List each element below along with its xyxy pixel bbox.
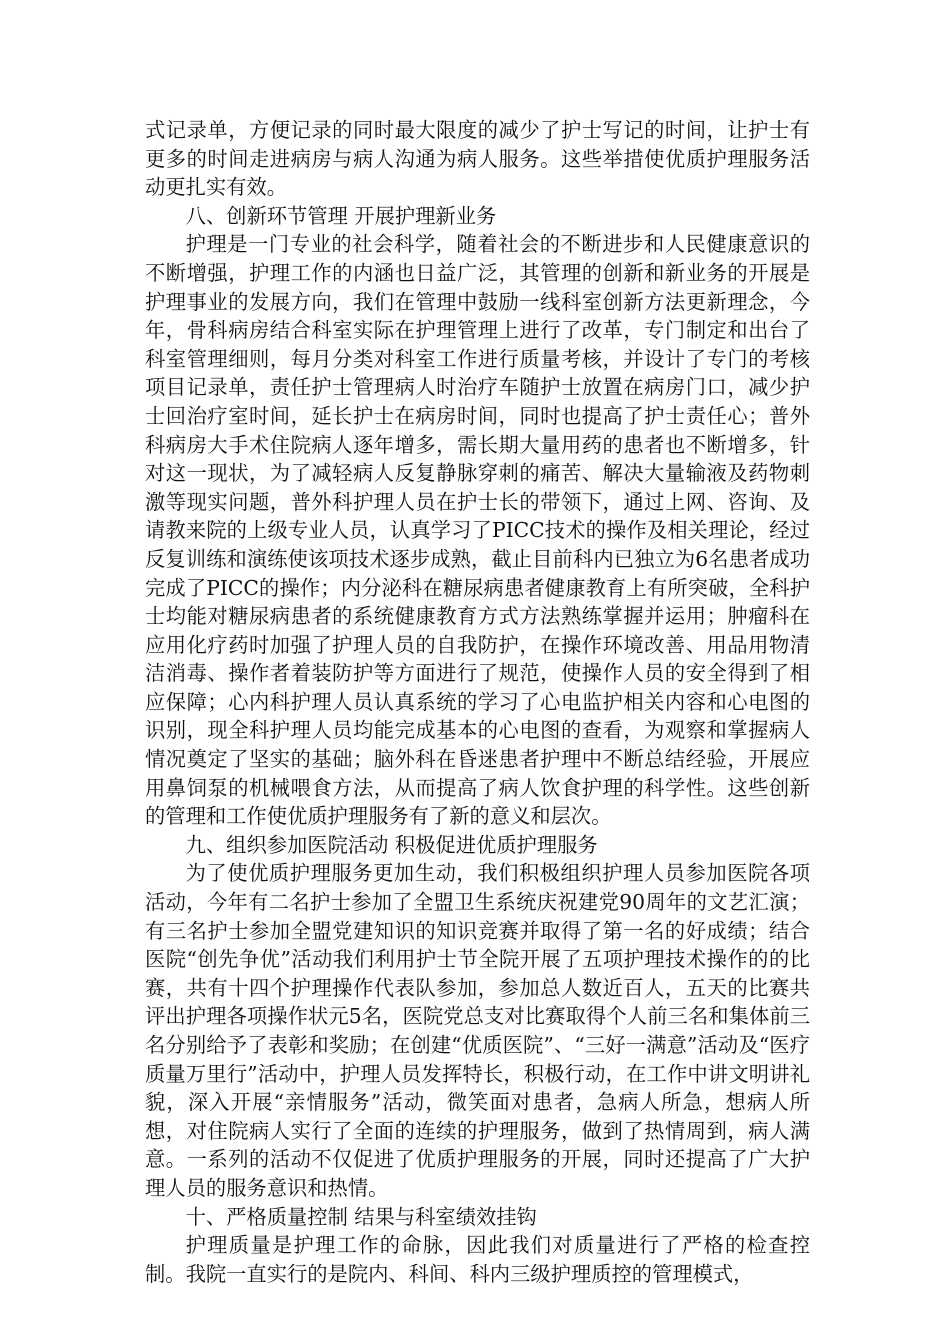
section-heading-10: 十、严格质量控制 结果与科室绩效挂钩 — [185, 1204, 537, 1229]
paragraph-continuation: 式记录单，方便记录的同时最大限度的减少了护士写记的时间，让护士有更多的时间走进病房与病人沟通为病人服务。这些举措使优质护理服务活动更扎实有效。 — [145, 118, 810, 200]
paragraph-section-8-body: 护理是一门专业的社会科学，随着社会的不断进步和人民健康意识的不断增强，护理工作的内涵也日益广泛，其管理的创新和新业务的开展是护理事业的发展方向，我们在管理中鼓励一线科室创新方法更新理念，今年，骨科病房结合科室实际在护理管理上进行了改革，专门制定和出台了科室管理细则，每月分类对科室工作进行质量考核，并设计了专门的考核项目记录单，责任护士管理病人时治疗车随护士放置在病房门口，减少护士回治疗室时间，延长护士在病房时间，同时也提高了护士责任心；普外科病房大手术住院病人逐年增多，需长期大量用药的患者也不断增多，针对这一现状，为了减轻病人反复静脉穿刺的痛苦、解决大量输液及药物刺激等现实问题，普外科护理人员在护士长的带领下，通过上网、咨询、及请教来院的上级专业人员，认真学习了PICC技术的操作及相关理论，经过反复训练和演练使该项技术逐步成熟，截止目前科内已独立为6名患者成功完成了PICC的操作；内分泌科在糖尿病患者健康教育上有所突破，全科护士均能对糖尿病患者的系统健康教育方式方法熟练掌握并运用；肿瘤科在应用化疗药时加强了护理人员的自我防护，在操作环境改善、用品用物清洁消毒、操作者着装防护等方面进行了规范，使操作人员的安全得到了相应保障；心内科护理人员认真系统的学习了心电监护相关内容和心电图的识别，现全科护理人员均能完成基本的心电图的查看，为观察和掌握病人情况奠定了坚实的基础；脑外科在昏迷患者护理中不断总结经验，开展应用鼻饲泵的机械喂食方法，从而提高了病人饮食护理的科学性。这些创新的管理和工作使优质护理服务有了新的意义和层次。 — [145, 232, 810, 829]
section-heading-8: 八、创新环节管理 开展护理新业务 — [185, 203, 497, 228]
section-heading-9: 九、组织参加医院活动 积极促进优质护理服务 — [185, 832, 598, 857]
paragraph-section-9-body: 为了使优质护理服务更加生动，我们积极组织护理人员参加医院各项活动，今年有二名护士参加了全盟卫生系统庆祝建党90周年的文艺汇演；有三名护士参加全盟党建知识的知识竞赛并取得了第一名的好成绩；结合医院“创先争优”活动我们利用护士节全院开展了五项护理技术操作的的比赛，共有十四个护理操作代表队参加，参加总人数近百人，五天的比赛共评出护理各项操作状元5名，医院党总支对比赛取得个人前三名和集体前三名分别给予了表彰和奖励；在创建“优质医院”、“三好一满意”活动及“医疗质量万里行”活动中，护理人员发挥特长，积极行动，在工作中讲文明讲礼貌，深入开展“亲情服务”活动，微笑面对患者，急病人所急，想病人所想，对住院病人实行了全面的连续的护理服务，做到了热情周到，病人满意。一系列的活动不仅促进了优质护理服务的开展，同时还提高了广大护理人员的服务意识和热情。 — [145, 861, 810, 1200]
paragraph-section-10-body: 护理质量是护理工作的命脉，因此我们对质量进行了严格的检查控制。我院一直实行的是院内、科间、科内三级护理质控的管理模式， — [145, 1233, 810, 1286]
document-page — [145, 116, 810, 1288]
